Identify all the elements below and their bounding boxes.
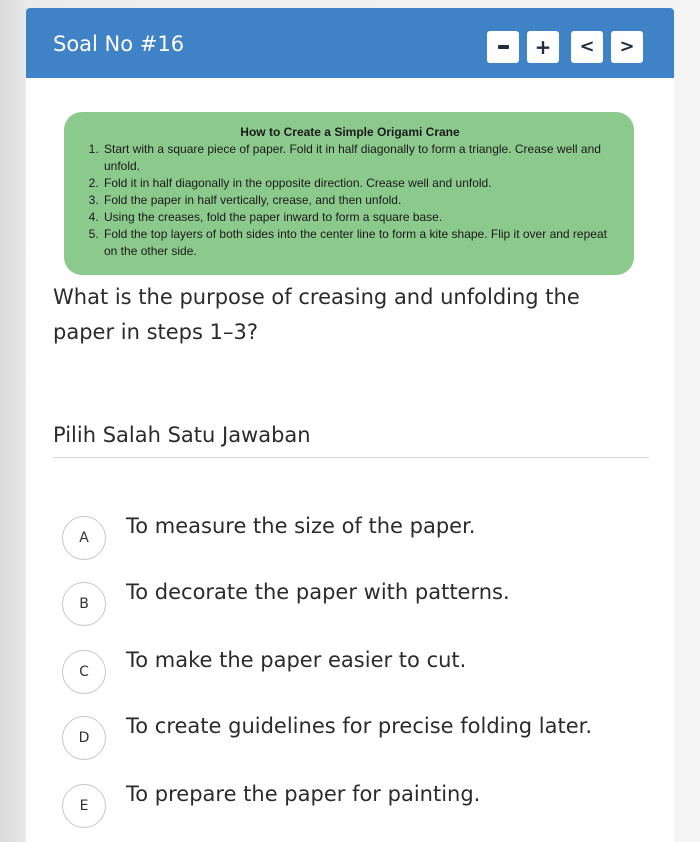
option-letter-badge[interactable]: A: [62, 516, 106, 560]
option-text[interactable]: To decorate the paper with patterns.: [126, 580, 510, 604]
answer-section-label: Pilih Salah Satu Jawaban: [53, 423, 311, 447]
answer-option-d[interactable]: [62, 716, 642, 760]
question-card: [26, 8, 674, 842]
option-letter-badge[interactable]: C: [62, 650, 106, 694]
question-header: [26, 8, 674, 78]
option-text[interactable]: To make the paper easier to cut.: [126, 648, 467, 672]
section-divider: [53, 457, 649, 458]
steps-list: [82, 141, 618, 260]
step-item: 5. Fold the top layers of both sides into the center line to form a kite shape. Flip it over and repeat on the other side.: [102, 226, 618, 260]
chevron-right-icon: >: [619, 36, 635, 57]
answer-option-b[interactable]: [62, 582, 642, 626]
question-number-title: Soal No #16: [53, 32, 185, 56]
previous-question-button[interactable]: [571, 31, 603, 63]
option-text[interactable]: To create guidelines for precise folding later.: [126, 714, 593, 738]
answer-option-a[interactable]: [62, 516, 642, 560]
reading-passage: [64, 112, 634, 275]
question-text: What is the purpose of creasing and unfolding the paper in steps 1–3?: [53, 285, 580, 344]
answer-option-e[interactable]: [62, 784, 642, 828]
answer-option-c[interactable]: [62, 650, 642, 694]
option-letter-badge[interactable]: E: [62, 784, 106, 828]
step-item: 4. Using the creases, fold the paper inward to form a square base.: [102, 209, 618, 226]
zoom-out-button[interactable]: [487, 31, 519, 63]
zoom-in-button[interactable]: [527, 31, 559, 63]
option-text[interactable]: To prepare the paper for painting.: [126, 782, 481, 806]
step-item: 2. Fold it in half diagonally in the opposite direction. Crease well and unfold.: [102, 175, 618, 192]
step-item: 1. Start with a square piece of paper. Fold it in half diagonally to form a triangle. Crease well and unfold.: [102, 141, 618, 175]
passage-title: How to Create a Simple Origami Crane: [240, 125, 460, 139]
plus-icon: +: [534, 35, 552, 59]
next-question-button[interactable]: [611, 31, 643, 63]
chevron-left-icon: <: [579, 36, 595, 57]
step-item: 3. Fold the paper in half vertically, crease, and then unfold.: [102, 192, 618, 209]
minus-icon: [498, 45, 509, 49]
option-letter-badge[interactable]: D: [62, 716, 106, 760]
option-letter-badge[interactable]: B: [62, 582, 106, 626]
option-text[interactable]: To measure the size of the paper.: [126, 514, 476, 538]
